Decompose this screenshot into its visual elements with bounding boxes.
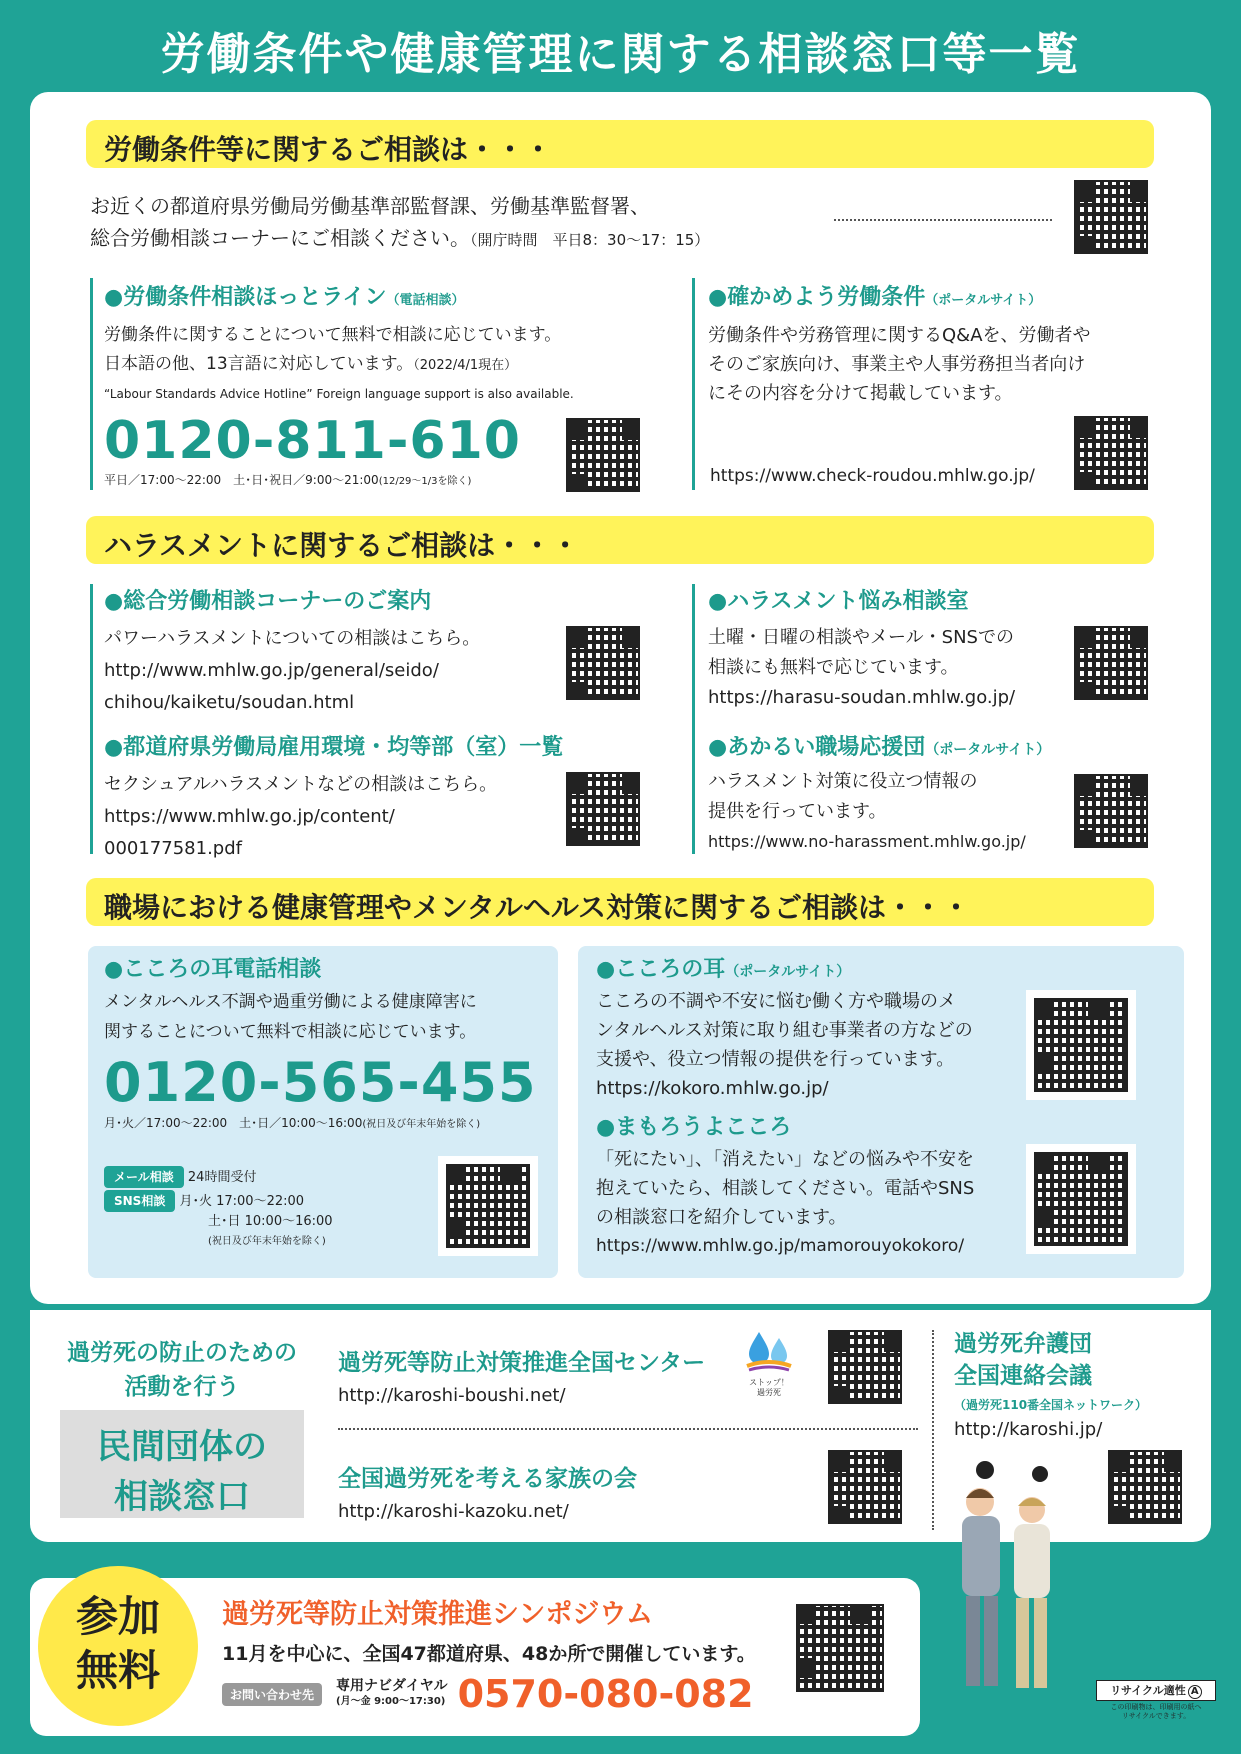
orgs-label-line2: 相談窓口	[114, 1477, 250, 1517]
akarui-line2: 提供を行っています。	[708, 801, 887, 822]
mamorou-line2: 抱えていたら、相談してください。電話やSNS	[596, 1178, 975, 1199]
portal-heading: ●確かめよう労働条件	[708, 285, 926, 310]
nayami-line2: 相談にも無料で応じています。	[708, 657, 959, 678]
qr-code-kokoro-phone[interactable]	[438, 1156, 538, 1256]
dotted-separator	[338, 1428, 918, 1430]
symposium-title: 過労死等防止対策推進シンポジウム	[222, 1599, 654, 1630]
corner-block	[104, 584, 564, 719]
portal-block	[708, 280, 1168, 408]
kokoro-portal-line1: こころの不調や不安に悩む働く方や職場のメ	[596, 991, 956, 1012]
divider-line	[692, 584, 695, 854]
qr-code-symposium[interactable]	[788, 1596, 892, 1700]
qr-code-bengo[interactable]	[1108, 1450, 1182, 1524]
labor-intro-line1: お近くの都道府県労働局労働基準部監督課、労働基準監督署、	[90, 194, 650, 218]
hotline-hours: 平日／17:00～22:00 土･日･祝日／9:00～21:00	[104, 473, 379, 487]
qr-code-labor-bureau[interactable]	[1074, 180, 1148, 254]
page-title: 労働条件や健康管理に関する相談窓口等一覧	[160, 29, 1081, 80]
kokoro-phone-line2: 関することについて無料で相談に応じています。	[104, 1022, 477, 1042]
qr-code-mamorou[interactable]	[1026, 1144, 1136, 1254]
hotline-line1: 労働条件に関することについて無料で相談に応じています。	[104, 325, 562, 345]
orgs-label-box	[60, 1410, 304, 1518]
koyou-url-line2[interactable]: 000177581.pdf	[104, 838, 242, 859]
corner-line1: パワーハラスメントについての相談はこちら。	[104, 628, 481, 649]
navi-label: 専用ナビダイヤル	[336, 1678, 448, 1694]
kokoro-portal-heading-sub: （ポータルサイト）	[725, 964, 851, 980]
section-band-labor: 労働条件等に関するご相談は・・・	[86, 120, 1154, 168]
contact-row	[222, 1672, 754, 1716]
sns-tag: SNS相談	[104, 1190, 175, 1212]
nayami-heading: ●ハラスメント悩み相談室	[708, 589, 969, 614]
bengo-org-sub: （過労死110番全国ネットワーク）	[954, 1398, 1148, 1412]
water-drop-icon	[743, 1328, 795, 1374]
family-org-url[interactable]: http://karoshi-kazoku.net/	[338, 1501, 569, 1522]
qr-code-akarui[interactable]	[1074, 774, 1148, 848]
divider-line	[90, 278, 93, 490]
nayami-line1: 土曜・日曜の相談やメール・SNSでの	[708, 627, 1014, 648]
recycle-mark	[1096, 1680, 1216, 1721]
portal-line1: 労働条件や労務管理に関するQ&Aを、労働者や	[708, 325, 1091, 346]
orgs-label-line1: 民間団体の	[97, 1427, 267, 1467]
free-badge-line2: 無料	[75, 1646, 160, 1695]
qr-code-hotline[interactable]	[566, 418, 640, 492]
hotline-line3: “Labour Standards Advice Hotline” Foreign language support is also available.	[104, 387, 574, 401]
akarui-line1: ハラスメント対策に役立つ情報の	[708, 771, 978, 792]
hotline-heading: ●労働条件相談ほっとライン	[104, 285, 387, 310]
mamorou-line3: の相談窓口を紹介しています。	[596, 1207, 847, 1228]
qr-code-koyou[interactable]	[566, 772, 640, 846]
orgs-intro-line2: 活動を行う	[124, 1374, 240, 1400]
free-badge	[38, 1566, 198, 1726]
logo-text2: 過労死	[757, 1388, 781, 1397]
family-org-name: 全国過労死を考える家族の会	[338, 1466, 637, 1492]
recycle-grade: A	[1188, 1685, 1202, 1699]
kokoro-phone-hours: 月･火／17:00～22:00 土･日／10:00～16:00	[104, 1116, 363, 1130]
center-org-name: 過労死等防止対策推進全国センター	[338, 1350, 706, 1376]
hotline-phone[interactable]: 0120-811-610	[104, 411, 521, 471]
divider-line	[692, 278, 695, 490]
kokoro-phone-number[interactable]: 0120-565-455	[104, 1051, 537, 1114]
dotted-leader	[834, 219, 1052, 221]
center-org-url[interactable]: http://karoshi-boushi.net/	[338, 1385, 566, 1406]
hotline-heading-sub: （電話相談）	[386, 293, 465, 308]
kokoro-portal-url[interactable]: https://kokoro.mhlw.go.jp/	[596, 1078, 829, 1099]
mamorou-content	[596, 1110, 1036, 1261]
qr-code-nayami[interactable]	[1074, 626, 1148, 700]
bengo-org-url[interactable]: http://karoshi.jp/	[954, 1419, 1103, 1440]
koyou-line1: セクシュアルハラスメントなどの相談はこちら。	[104, 774, 498, 795]
labor-intro-line2: 総合労働相談コーナーにご相談ください。	[90, 226, 470, 250]
qr-code-family[interactable]	[828, 1450, 902, 1524]
hotline-hours-note: (12/29～1/3を除く)	[378, 476, 472, 487]
stop-karoshi-logo	[740, 1328, 798, 1398]
bengo-org	[954, 1328, 1147, 1440]
koyou-heading: ●都道府県労働局雇用環境・均等部（室）一覧	[104, 735, 564, 760]
navi-hours: (月～金 9:00～17:30)	[336, 1696, 446, 1707]
symposium-desc: 11月を中心に、全国47都道府県、48か所で開催しています。	[222, 1643, 756, 1665]
hotline-line2: 日本語の他、13言語に対応しています。	[104, 354, 414, 374]
family-org	[338, 1460, 637, 1522]
divider-line	[90, 584, 93, 854]
corner-url-line2[interactable]: chihou/kaiketu/soudan.html	[104, 692, 355, 713]
akarui-heading-sub: （ポータルサイト）	[925, 742, 1051, 758]
orgs-intro	[52, 1336, 312, 1404]
qr-code-corner[interactable]	[566, 626, 640, 700]
mail-tag: メール相談	[104, 1166, 184, 1188]
kokoro-portal-line3: 支援や、役立つ情報の提供を行っています。	[596, 1049, 955, 1070]
corner-url-line1[interactable]: http://www.mhlw.go.jp/general/seido/	[104, 660, 439, 681]
orgs-intro-line1: 過労死の防止のための	[67, 1340, 297, 1366]
bengo-org-name1: 過労死弁護団	[954, 1331, 1092, 1357]
kokoro-phone-line1: メンタルヘルス不調や過重労働による健康障害に	[104, 992, 477, 1012]
recycle-note1: この印刷物は、印刷用の紙へ	[1110, 1703, 1202, 1711]
portal-heading-sub: （ポータルサイト）	[925, 293, 1042, 308]
qr-code-portal[interactable]	[1074, 416, 1148, 490]
sns-line2: 土･日 10:00～16:00	[208, 1214, 333, 1229]
people-illustration	[940, 1450, 1080, 1700]
portal-url[interactable]: https://www.check-roudou.mhlw.go.jp/	[710, 466, 1035, 486]
hotline-line2-note: （2022/4/1現在）	[413, 358, 518, 373]
qr-code-center[interactable]	[828, 1330, 902, 1404]
symposium-info	[222, 1592, 756, 1666]
kokoro-portal-heading: ●こころの耳	[596, 957, 726, 982]
corner-heading: ●総合労働相談コーナーのご案内	[104, 589, 432, 614]
kokoro-phone-hours-note: (祝日及び年末年始を除く)	[362, 1119, 481, 1130]
kokoro-portal-line2: ンタルヘルス対策に取り組む事業者の方などの	[596, 1020, 973, 1041]
labor-intro-hours: （開庁時間 平日8：30～17：15）	[470, 231, 710, 249]
koyou-url-line1[interactable]: https://www.mhlw.go.jp/content/	[104, 806, 395, 827]
mail-text: 24時間受付	[187, 1170, 257, 1185]
logo-text1: ストップ！	[749, 1378, 789, 1387]
free-badge-line1: 参加	[75, 1592, 160, 1641]
kokoro-phone-content	[104, 952, 554, 1131]
recycle-note2: リサイクルできます。	[1121, 1712, 1191, 1720]
section-band-harassment: ハラスメントに関するご相談は・・・	[86, 516, 1154, 564]
recycle-label: リサイクル適性	[1110, 1684, 1186, 1697]
sns-line1: 月･火 17:00～22:00	[179, 1194, 305, 1209]
portal-line3: にその内容を分けて掲載しています。	[708, 383, 1013, 404]
section-band-health: 職場における健康管理やメンタルヘルス対策に関するご相談は・・・	[86, 878, 1154, 926]
akarui-heading: ●あかるい職場応援団	[708, 735, 926, 760]
bengo-org-name2: 全国連絡会議	[954, 1363, 1092, 1389]
kokoro-portal-content	[596, 952, 1026, 1103]
qr-code-kokoro-portal[interactable]	[1026, 990, 1136, 1100]
nayami-block	[708, 584, 1068, 713]
contact-tag: お問い合わせ先	[222, 1683, 322, 1706]
portal-line2: そのご家族向け、事業主や人事労務担当者向け	[708, 354, 1086, 375]
sns-note: (祝日及び年末年始を除く)	[208, 1236, 326, 1247]
nayami-url[interactable]: https://harasu-soudan.mhlw.go.jp/	[708, 687, 1016, 708]
mamorou-url[interactable]: https://www.mhlw.go.jp/mamorouyokokoro/	[596, 1236, 965, 1256]
navi-phone[interactable]: 0570-080-082	[457, 1672, 754, 1716]
kokoro-sns-info	[104, 1166, 333, 1252]
akarui-url[interactable]: https://www.no-harassment.mhlw.go.jp/	[708, 832, 1026, 851]
labor-intro	[90, 190, 709, 256]
mamorou-heading: ●まもろうよこころ	[596, 1115, 792, 1140]
kokoro-phone-heading: ●こころの耳電話相談	[104, 957, 322, 982]
center-org	[338, 1344, 705, 1406]
akarui-block	[708, 730, 1088, 857]
dotted-separator-vertical	[932, 1330, 934, 1530]
mamorou-line1: 「死にたい」、「消えたい」などの悩みや不安を	[596, 1149, 974, 1170]
